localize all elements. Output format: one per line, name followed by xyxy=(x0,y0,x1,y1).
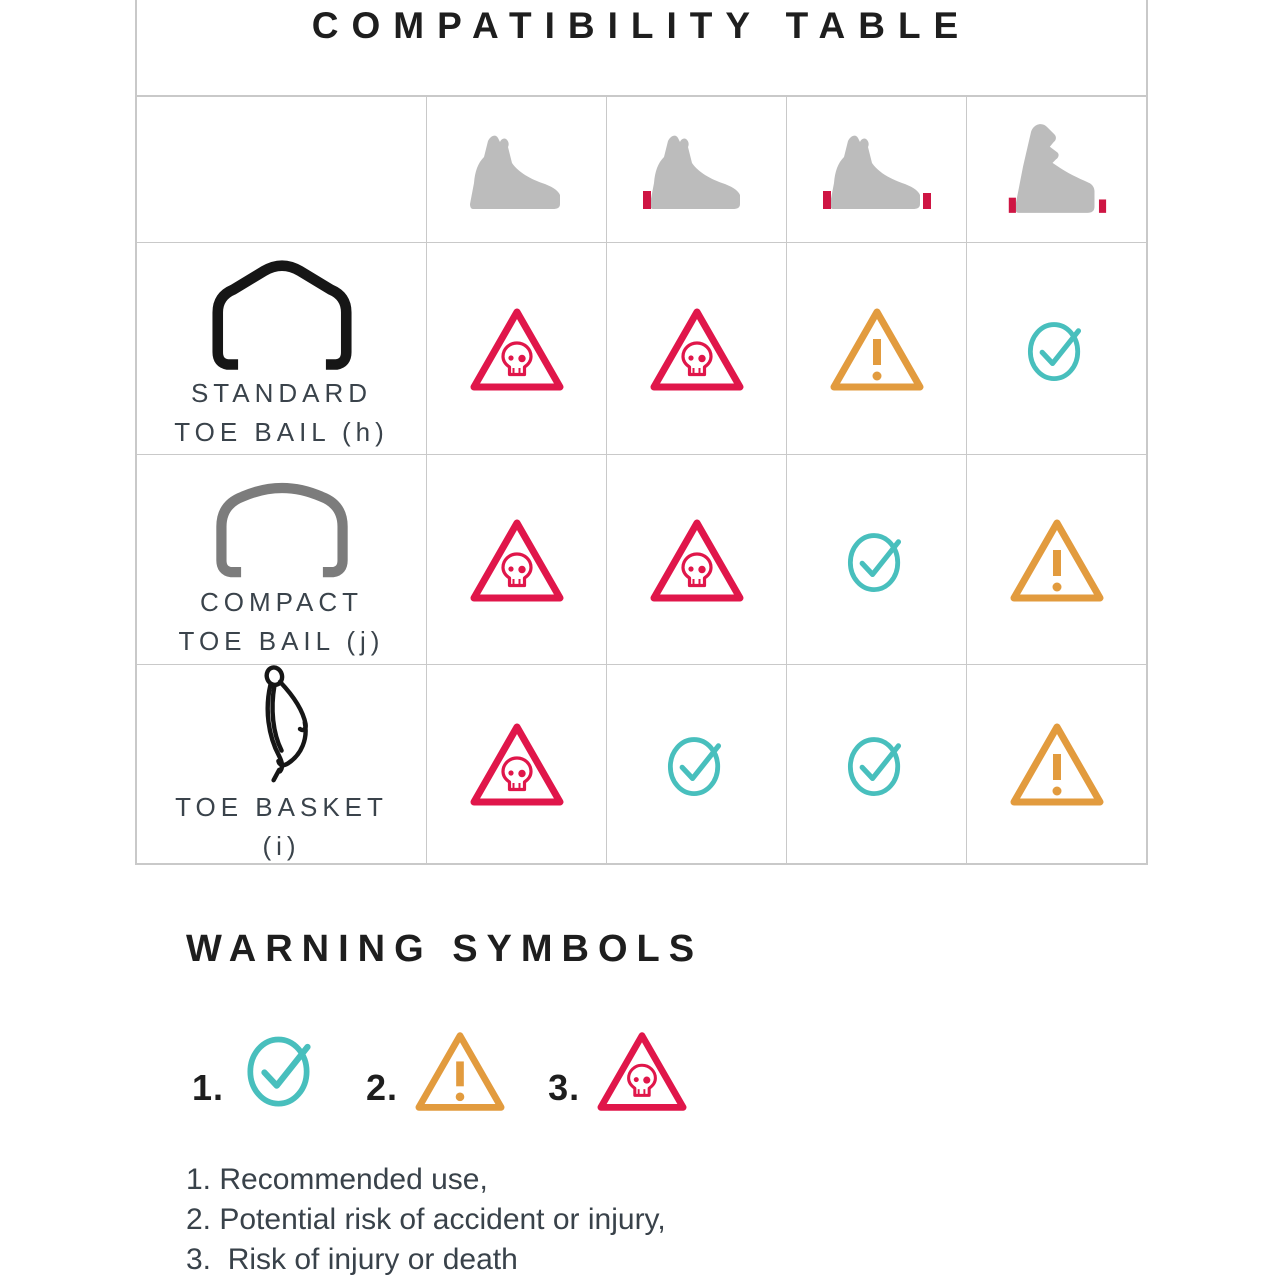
row-label-cell-1 xyxy=(137,243,427,455)
warning-triangle-icon xyxy=(412,1027,508,1115)
warning-triangle-icon xyxy=(1007,514,1107,606)
boot-header-cell-2 xyxy=(607,97,787,243)
toe-basket-icon xyxy=(236,665,328,785)
row-label-line2: TOE BAIL (j) xyxy=(178,625,385,656)
compat-cell-r3-c4 xyxy=(967,665,1146,863)
legend-descriptions xyxy=(186,1160,666,1280)
table-title: COMPATIBILITY TABLE xyxy=(311,5,972,46)
row-label-line2: TOE BAIL (h) xyxy=(174,416,389,447)
skull-triangle-icon xyxy=(594,1027,690,1115)
standard-toe-bail-icon xyxy=(167,249,397,371)
skull-triangle-icon xyxy=(647,303,747,395)
legend-number: 2. xyxy=(366,1067,399,1108)
legend-number: 3. xyxy=(548,1067,581,1108)
legend-item-1 xyxy=(192,1022,326,1115)
row-label-cell-2 xyxy=(137,455,427,665)
skull-triangle-icon xyxy=(647,514,747,606)
legend-item-3 xyxy=(548,1027,690,1115)
legend-symbols-row xyxy=(192,1022,690,1115)
row-label-line2: (i) xyxy=(262,831,301,861)
boot-header-cell-3 xyxy=(787,97,967,243)
compat-cell-r1-c1 xyxy=(427,243,607,455)
legend-heading: WARNING SYMBOLS xyxy=(186,928,704,970)
compact-toe-bail-icon xyxy=(171,462,393,580)
legend-description-2: 2. Potential risk of accident or injury, xyxy=(186,1203,666,1236)
compat-cell-r2-c4 xyxy=(967,455,1146,665)
compatibility-grid xyxy=(137,97,1146,863)
legend-description-3: 3. Risk of injury or death xyxy=(186,1243,518,1276)
compatibility-table xyxy=(135,0,1148,865)
check-circle-icon xyxy=(840,521,914,599)
legend-item-2 xyxy=(366,1027,508,1115)
check-circle-icon xyxy=(660,725,734,803)
row-label-cell-3 xyxy=(137,665,427,863)
compat-cell-r2-c2 xyxy=(607,455,787,665)
check-circle-icon xyxy=(238,1022,326,1115)
warning-triangle-icon xyxy=(1007,718,1107,810)
check-circle-icon xyxy=(1020,310,1094,388)
warning-triangle-icon xyxy=(827,303,927,395)
compat-cell-r2-c1 xyxy=(427,455,607,665)
compat-cell-r3-c1 xyxy=(427,665,607,863)
skull-triangle-icon xyxy=(467,303,567,395)
boot-header-cell-1 xyxy=(427,97,607,243)
compat-cell-r1-c4 xyxy=(967,243,1146,455)
skull-triangle-icon xyxy=(467,718,567,810)
boot-header-cell-4 xyxy=(967,97,1146,243)
compat-cell-r1-c3 xyxy=(787,243,967,455)
hiking-boot-heel-welt-icon xyxy=(641,127,753,213)
table-title-row xyxy=(137,0,1146,97)
row-label-line1: TOE BASKET xyxy=(175,792,388,822)
hiking-boot-icon xyxy=(461,127,573,213)
skull-triangle-icon xyxy=(467,514,567,606)
hiking-boot-toe-heel-welt-icon xyxy=(821,127,933,213)
legend-number: 1. xyxy=(192,1067,225,1108)
compat-cell-r3-c3 xyxy=(787,665,967,863)
compat-cell-r3-c2 xyxy=(607,665,787,863)
row-label-line1: COMPACT xyxy=(199,586,364,617)
compat-cell-r1-c2 xyxy=(607,243,787,455)
header-corner-cell xyxy=(137,97,427,243)
legend-description-1: 1. Recommended use, xyxy=(186,1163,488,1196)
row-label-line1: STANDARD xyxy=(190,377,373,408)
compat-cell-r2-c3 xyxy=(787,455,967,665)
ski-boot-welts-icon xyxy=(1007,116,1107,224)
check-circle-icon xyxy=(840,725,914,803)
